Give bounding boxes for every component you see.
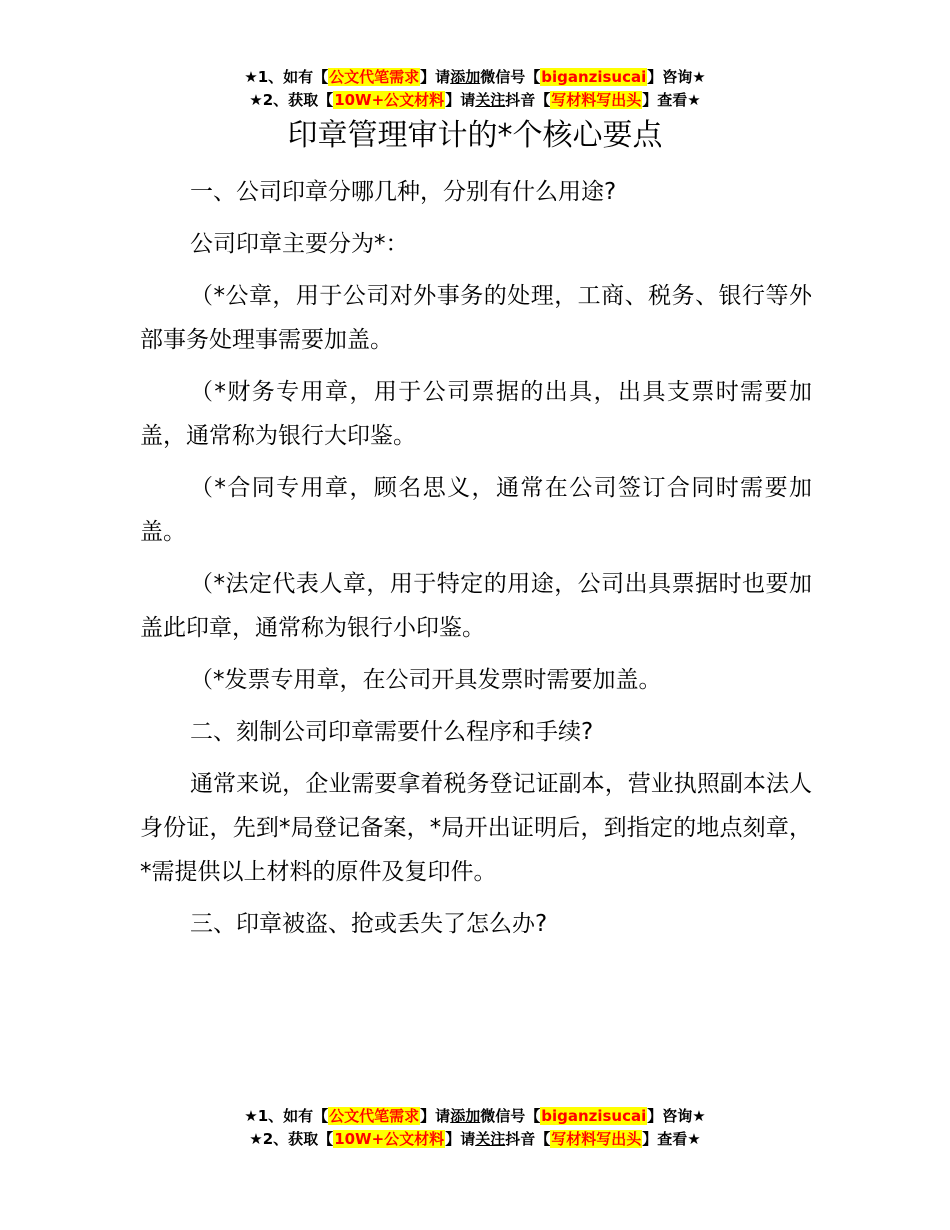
promo-underlined-follow: 关注 bbox=[475, 1130, 506, 1148]
promo-line-1-prefix: ★1、如有【 bbox=[244, 68, 329, 86]
promo-highlight-service: 公文代笔需求 bbox=[329, 68, 420, 86]
paragraph: 公司印章主要分为*： bbox=[190, 231, 409, 257]
promo-highlight-wechat-id: biganzisucai bbox=[541, 1107, 647, 1125]
paragraph: （*合同专用章，顾名思义，通常在公司签订合同时需要加盖。 bbox=[140, 475, 812, 545]
promo-line-1-mid: 】请 bbox=[420, 1107, 451, 1125]
promo-line-2-prefix: ★2、获取【 bbox=[249, 1130, 334, 1148]
section-heading-1: 一、公司印章分哪几种，分别有什么用途? bbox=[190, 179, 617, 205]
document-title: 印章管理审计的*个核心要点 bbox=[287, 118, 663, 153]
promo-underlined-follow: 关注 bbox=[475, 91, 506, 109]
paragraph: （*财务专用章，用于公司票据的出具，出具支票时需要加盖，通常称为银行大印鉴。 bbox=[140, 379, 812, 449]
paragraph: （*发票专用章，在公司开具发票时需要加盖。 bbox=[190, 667, 662, 693]
promo-line-1-mid: 】请 bbox=[420, 68, 451, 86]
promo-line-2-prefix: ★2、获取【 bbox=[249, 91, 334, 109]
promo-line-1 bbox=[0, 1105, 950, 1128]
promo-underlined-add: 添加 bbox=[450, 68, 481, 86]
promo-line-2-mid: 】请 bbox=[445, 1130, 476, 1148]
paragraph: 通常来说，企业需要拿着税务登记证副本，营业执照副本法人身份证，先到*局登记备案，*局开出证明后，到指定的地点刻章，*需提供以上材料的原件及复印件。 bbox=[140, 771, 812, 885]
promo-line-1-prefix: ★1、如有【 bbox=[244, 1107, 329, 1125]
promo-underlined-add: 添加 bbox=[450, 1107, 481, 1125]
promo-line-1 bbox=[0, 66, 950, 89]
section-heading-3: 三、印章被盗、抢或丢失了怎么办? bbox=[190, 911, 548, 937]
document-body bbox=[140, 170, 812, 954]
promo-line-2 bbox=[0, 89, 950, 112]
promo-line-2-suffix: 】查看★ bbox=[642, 1130, 701, 1148]
promo-line-2-suffix: 】查看★ bbox=[642, 91, 701, 109]
promo-line-2-mid2: 抖音【 bbox=[505, 1130, 551, 1148]
promo-highlight-douyin: 写材料写出头 bbox=[551, 1130, 642, 1148]
promo-line-2 bbox=[0, 1128, 950, 1151]
paragraph: （*法定代表人章，用于特定的用途，公司出具票据时也要加盖此印章，通常称为银行小印鉴。 bbox=[140, 571, 812, 641]
promo-line-2-mid: 】请 bbox=[445, 91, 476, 109]
promo-highlight-materials: 10W+公文材料 bbox=[334, 91, 445, 109]
promo-highlight-materials: 10W+公文材料 bbox=[334, 1130, 445, 1148]
promo-line-1-suffix: 】咨询★ bbox=[647, 68, 706, 86]
header-promo bbox=[0, 66, 950, 112]
promo-line-1-mid2: 微信号【 bbox=[480, 1107, 541, 1125]
footer-promo bbox=[0, 1105, 950, 1151]
section-heading-2: 二、刻制公司印章需要什么程序和手续? bbox=[190, 719, 594, 745]
promo-line-1-mid2: 微信号【 bbox=[480, 68, 541, 86]
paragraph: （*公章，用于公司对外事务的处理，工商、税务、银行等外部事务处理事需要加盖。 bbox=[140, 283, 812, 353]
promo-highlight-service: 公文代笔需求 bbox=[329, 1107, 420, 1125]
promo-highlight-douyin: 写材料写出头 bbox=[551, 91, 642, 109]
promo-line-1-suffix: 】咨询★ bbox=[647, 1107, 706, 1125]
promo-highlight-wechat-id: biganzisucai bbox=[541, 68, 647, 86]
promo-line-2-mid2: 抖音【 bbox=[505, 91, 551, 109]
